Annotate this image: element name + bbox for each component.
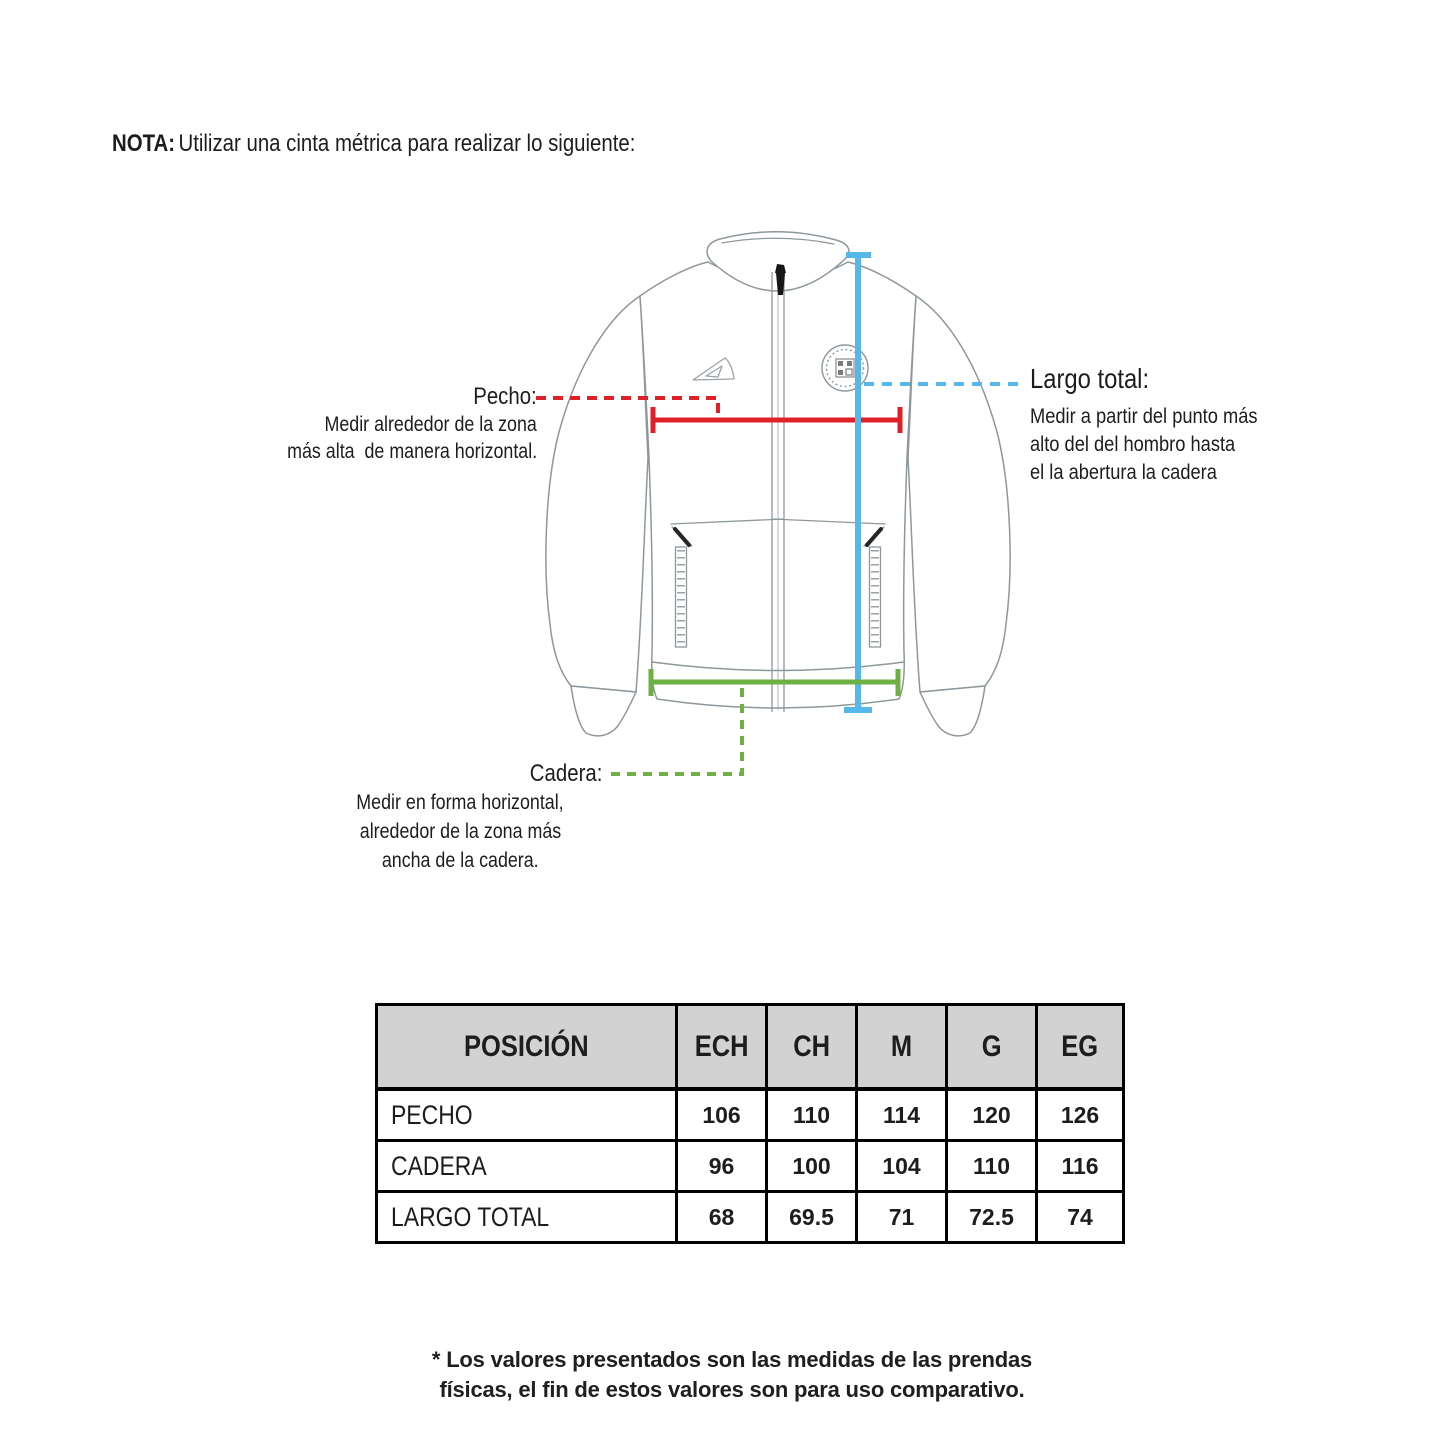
cell-value: 96: [677, 1141, 767, 1192]
chest-annotation-line: más alta de manera horizontal.: [286, 440, 537, 463]
length-annotation-line: alto del del hombro hasta: [1030, 432, 1236, 456]
length-annotation-line: el la abertura la cadera: [1030, 460, 1217, 484]
length-annotation: [1030, 362, 1370, 486]
chest-annotation-line: Medir alrededor de la zona: [324, 413, 537, 436]
cell-value: 100: [767, 1141, 857, 1192]
table-row-largo-total: [377, 1192, 1124, 1243]
left-cuff: [571, 686, 636, 736]
note-text: Utilizar una cinta métrica para realizar lo siguiente:: [178, 130, 636, 157]
row-label: PECHO: [377, 1089, 677, 1141]
cell-value: 69.5: [767, 1192, 857, 1243]
size-table-header-row: [377, 1005, 1124, 1090]
table-row-pecho: [377, 1089, 1124, 1141]
column-header-ech: ECH: [677, 1005, 767, 1090]
table-row-cadera: [377, 1141, 1124, 1192]
jacket-illustration: [530, 215, 1040, 795]
hip-annotation-title: Cadera:: [529, 760, 602, 787]
cell-value: 114: [857, 1089, 947, 1141]
hip-annotation-line: ancha de la cadera.: [381, 849, 539, 872]
column-header-eg: EG: [1037, 1005, 1124, 1090]
disclaimer-footnote: [400, 1345, 1064, 1405]
right-cuff: [920, 686, 985, 736]
badge-qr-icon: [822, 345, 868, 391]
cell-value: 110: [947, 1141, 1037, 1192]
hip-annotation-line: alrededor de la zona más: [359, 820, 561, 843]
cell-value: 110: [767, 1089, 857, 1141]
cell-value: 106: [677, 1089, 767, 1141]
cell-value: 120: [947, 1089, 1037, 1141]
cell-value: 74: [1037, 1192, 1124, 1243]
note-prefix: NOTA:: [112, 130, 176, 157]
chest-annotation-title: Pecho:: [473, 383, 537, 410]
cell-value: 72.5: [947, 1192, 1037, 1243]
hip-annotation: [318, 760, 602, 875]
cell-value: 104: [857, 1141, 947, 1192]
cell-value: 71: [857, 1192, 947, 1243]
right-sleeve: [908, 296, 1010, 692]
chest-annotation: [230, 383, 537, 465]
length-annotation-line: Medir a partir del punto más: [1030, 404, 1258, 428]
column-header-g: G: [947, 1005, 1037, 1090]
column-header-posicion: POSICIÓN: [377, 1005, 677, 1090]
column-header-ch: CH: [767, 1005, 857, 1090]
cell-value: 116: [1037, 1141, 1124, 1192]
footnote-line: * Los valores presentados son las medidas de las prendas: [431, 1347, 1033, 1372]
measuring-note: [112, 130, 728, 158]
size-table: [375, 1003, 1125, 1244]
row-label: LARGO TOTAL: [377, 1192, 677, 1243]
row-label: CADERA: [377, 1141, 677, 1192]
footnote-line: físicas, el fin de estos valores son para uso comparativo.: [439, 1377, 1025, 1402]
cell-value: 126: [1037, 1089, 1124, 1141]
length-annotation-title: Largo total:: [1030, 363, 1150, 394]
cell-value: 68: [677, 1192, 767, 1243]
hip-annotation-line: Medir en forma horizontal,: [356, 791, 564, 814]
column-header-m: M: [857, 1005, 947, 1090]
left-sleeve: [546, 296, 648, 692]
